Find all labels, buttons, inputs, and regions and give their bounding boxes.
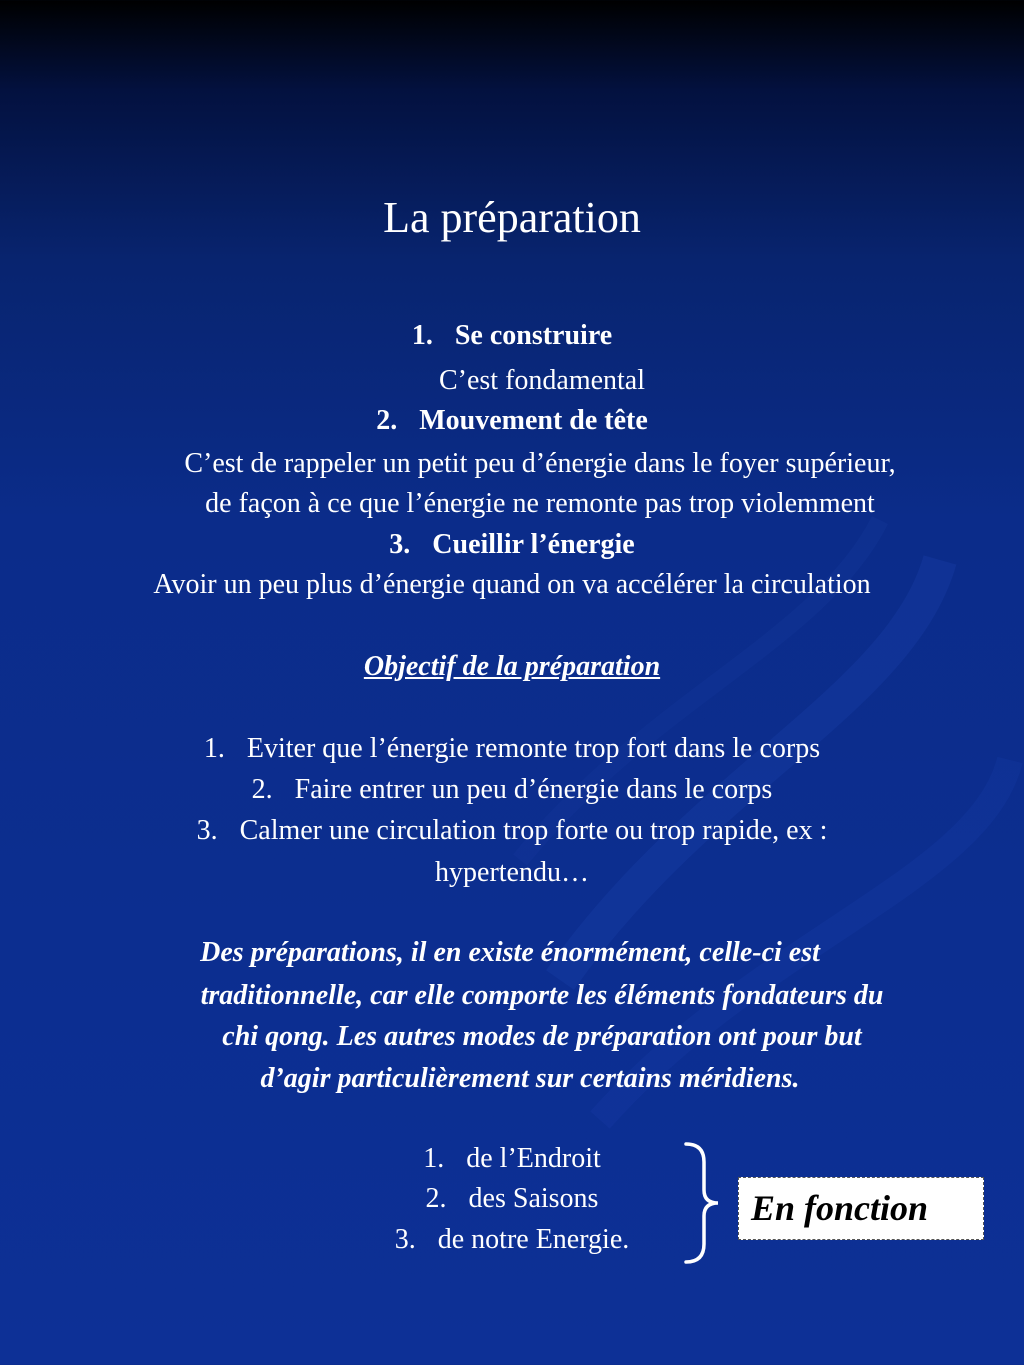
factor-1-text: de l’Endroit (466, 1143, 601, 1174)
step-2 (0, 404, 1024, 438)
factor-1 (0, 1142, 1024, 1176)
objective-heading-text: Objectif de la préparation (363, 651, 661, 682)
objective-3-continuation: hypertendu… (435, 857, 589, 888)
step-2-number: 2. (376, 405, 398, 436)
objective-3 (0, 814, 1024, 848)
factor-1-number: 1. (423, 1143, 445, 1174)
objective-1 (0, 732, 1024, 766)
objective-2 (0, 773, 1024, 807)
step-1 (0, 319, 1024, 353)
step-3 (0, 528, 1024, 562)
en-fonction-box: En fonction (738, 1177, 984, 1240)
note-line-4: d’agir particulièrement sur certains méridiens. (260, 1063, 800, 1094)
objective-2-number: 2. (251, 774, 273, 805)
objective-1-number: 1. (203, 733, 225, 764)
objective-1-text: Eviter que l’énergie remonte trop fort dans le corps (246, 733, 821, 764)
objective-3-number: 3. (196, 815, 218, 846)
factor-3-number: 3. (394, 1224, 416, 1255)
note-line-1: Des préparations, il en existe énormément, celle-ci est (200, 937, 820, 968)
step-3-number: 3. (389, 529, 411, 560)
right-brace-icon (682, 1140, 722, 1266)
step-2-description-line-2: de façon à ce que l’énergie ne remonte pas trop violemment (205, 488, 875, 519)
note-line-3: chi qong. Les autres modes de préparation ont pour but (222, 1021, 862, 1052)
slide-title: La préparation (383, 193, 641, 242)
step-3-description: Avoir un peu plus d’énergie quand on va accélérer la circulation (153, 569, 871, 600)
step-3-label: Cueillir l’énergie (432, 529, 635, 560)
note-line-2: traditionnelle, car elle comporte les éléments fondateurs du (200, 980, 884, 1011)
objective-2-text: Faire entrer un peu d’énergie dans le corps (294, 774, 773, 805)
step-2-label: Mouvement de tête (419, 405, 648, 436)
step-1-description: C’est fondamental (438, 365, 646, 396)
objective-heading (0, 650, 1024, 684)
factor-3-text: de notre Energie. (437, 1224, 630, 1255)
step-2-description-line-1: C’est de rappeler un petit peu d’énergie dans le foyer supérieur, (184, 448, 896, 479)
step-1-label: Se construire (454, 320, 613, 351)
factor-2-text: des Saisons (468, 1183, 599, 1214)
step-1-number: 1. (411, 320, 433, 351)
factor-2-number: 2. (425, 1183, 447, 1214)
objective-3-text: Calmer une circulation trop forte ou trop rapide, ex : (239, 815, 828, 846)
